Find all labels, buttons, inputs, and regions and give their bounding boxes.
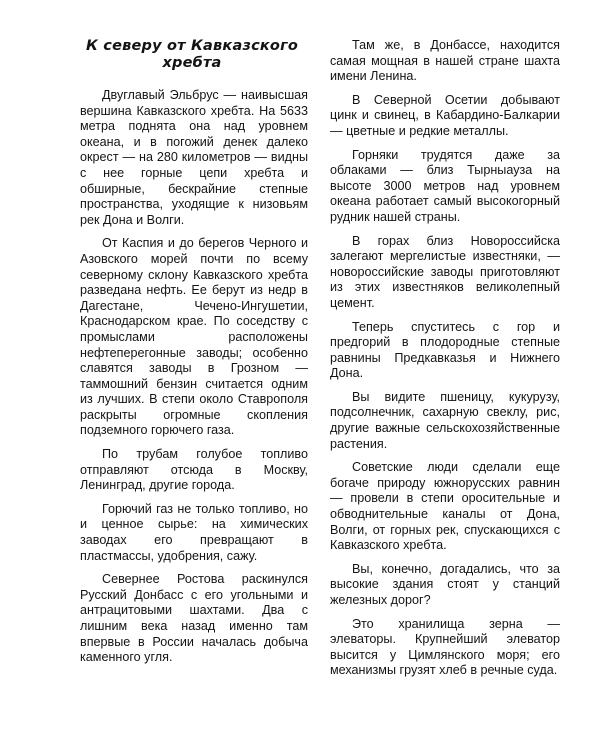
paragraph: Там же, в Донбассе, находится самая мощная в нашей стране шахта имени Ленина. xyxy=(330,38,560,84)
paragraph: Теперь спуститесь с гор и предгорий в плодородные степные равнины Предкавказья и Нижнего Дона. xyxy=(330,319,560,381)
paragraph: В горах близ Новороссийска залегают мергелистые известняки, — новороссийские заводы приготовляют из этих известняков великолепный цемент. xyxy=(330,233,560,310)
paragraph: Советские люди сделали еще богаче природу южнорусских равнин — провели в степи оросительные и обводнительные каналы от Дона, Волги, от горных рек, спускающихся с Кавказского хребта. xyxy=(330,460,560,553)
paragraph: Севернее Ростова раскинулся Русский Донбасс с его угольными и антрацитовыми шахтами. Два с лишним века назад именно там впервые в России началась добыча каменного угля. xyxy=(80,572,308,665)
left-column xyxy=(80,38,308,674)
paragraph: Вы, конечно, догадались, что за высокие здания стоят у станций железных дорог? xyxy=(330,561,560,607)
paragraph: Горючий газ не только топливо, но и ценное сырье: на химических заводах его превращают в пластмассы, удобрения, сажу. xyxy=(80,501,308,563)
right-column xyxy=(330,38,560,687)
paragraph: Горняки трудятся даже за облаками — близ Тырныауза на высоте 3000 метров над уровнем океана работает самый высокогорный рудник нашей страны. xyxy=(330,147,560,224)
paragraph: По трубам голубое топливо отправляют отсюда в Москву, Ленинград, другие города. xyxy=(80,447,308,493)
paragraph: В Северной Осетии добывают цинк и свинец, в Кабардино-Балкарии — цветные и редкие металлы. xyxy=(330,92,560,138)
paragraph: Вы видите пшеницу, кукурузу, подсолнечник, сахарную свеклу, рис, другие важные сельскохозяйственные растения. xyxy=(330,389,560,451)
paragraph: От Каспия и до берегов Черного и Азовского морей почти по всему северному склону Кавказского хребта разведана нефть. Ее берут из недр в Дагестане, Чечено-Ингушетии, Краснодарском крае. По соседству с промыслами расположены нефтеперегонные заводы; особенно славятся заводы в Грозном — таммошний бензин считается одним из лучших. В степи около Ставрополя раскрыты огромные скопления подземного горючего газа. xyxy=(80,236,308,438)
article-title: К северу от Кавказского хребта xyxy=(85,38,299,71)
paragraph: Двуглавый Эльбрус — наивысшая вершина Кавказского хребта. На 5633 метра поднята она над уровнем океана, и в погожий денек далеко окрест — на 280 километров — видны с нее горные цепи хребта и обширные, бескрайние степные пространства, уходящие к низовьям рек Дона и Волги. xyxy=(80,88,308,227)
paragraph: Это хранилища зерна — элеваторы. Крупнейший элеватор высится у Цимлянского моря; его механизмы грузят хлеб в речные суда. xyxy=(330,616,560,678)
